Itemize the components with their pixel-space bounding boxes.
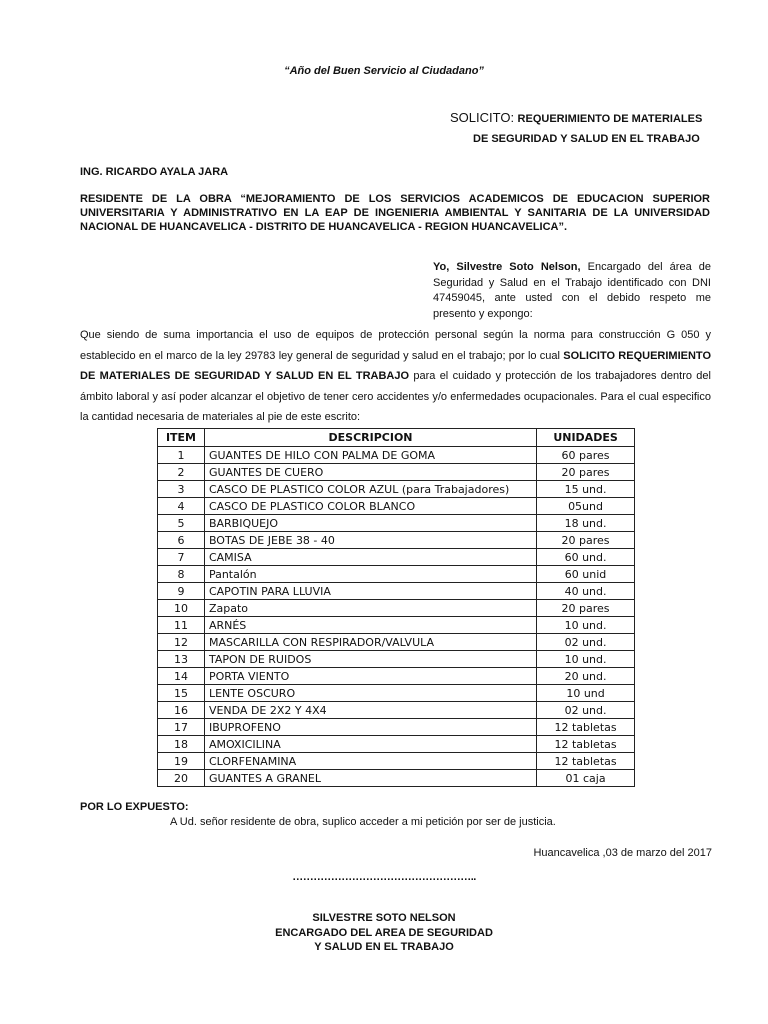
units-cell: 15 und. [537, 481, 635, 498]
units-cell: 40 und. [537, 583, 635, 600]
item-cell: 3 [158, 481, 205, 498]
header-unidades: UNIDADES [537, 429, 635, 447]
signer-role-1: ENCARGADO DEL AREA DE SEGURIDAD [275, 926, 493, 939]
units-cell: 12 tabletas [537, 736, 635, 753]
description-cell: CAMISA [204, 549, 536, 566]
description-cell: CAPOTIN PARA LLUVIA [204, 583, 536, 600]
header-item: ITEM [158, 429, 205, 447]
table-row [158, 515, 635, 532]
units-cell: 20 und. [537, 668, 635, 685]
description-cell: GUANTES DE HILO CON PALMA DE GOMA [204, 447, 536, 464]
description-cell: Zapato [204, 600, 536, 617]
materials-table-body [158, 447, 635, 787]
table-row [158, 447, 635, 464]
table-row [158, 770, 635, 787]
closing-petition: A Ud. señor residente de obra, suplico acceder a mi petición por ser de justicia. [170, 816, 556, 828]
table-header-row [158, 429, 635, 447]
document-date: Huancavelica ,03 de marzo del 2017 [533, 847, 712, 859]
table-row [158, 685, 635, 702]
item-cell: 16 [158, 702, 205, 719]
request-paragraph [80, 325, 711, 428]
materials-table [157, 428, 635, 787]
item-cell: 2 [158, 464, 205, 481]
signer-name: SILVESTRE SOTO NELSON [312, 912, 456, 924]
request-text-bold: SOLICITO REQUERIMIENTO DE MATERIALES DE SEGURIDAD Y SALUD EN EL TRABAJO [80, 349, 712, 382]
table-row [158, 719, 635, 736]
units-cell: 02 und. [537, 702, 635, 719]
item-cell: 10 [158, 600, 205, 617]
units-cell: 12 tabletas [537, 719, 635, 736]
table-row [158, 753, 635, 770]
solicito-subject-2: DE SEGURIDAD Y SALUD EN EL TRABAJO [473, 133, 700, 145]
description-cell: CASCO DE PLASTICO COLOR BLANCO [204, 498, 536, 515]
description-cell: ARNÉS [204, 617, 536, 634]
description-cell: GUANTES A GRANEL [204, 770, 536, 787]
description-cell: AMOXICILINA [204, 736, 536, 753]
item-cell: 4 [158, 498, 205, 515]
sender-intro-text: Encargado del área de Seguridad y Salud en el Trabajo identificado con DNI 47459045, ante usted con el debido respeto me presento y expongo: [433, 261, 711, 320]
signature-block [0, 911, 768, 955]
units-cell: 60 unid [537, 566, 635, 583]
item-cell: 9 [158, 583, 205, 600]
description-cell: Pantalón [204, 566, 536, 583]
units-cell: 18 und. [537, 515, 635, 532]
description-cell: LENTE OSCURO [204, 685, 536, 702]
table-row [158, 634, 635, 651]
description-cell: CLORFENAMINA [204, 753, 536, 770]
units-cell: 05und [537, 498, 635, 515]
description-cell: VENDA DE 2X2 Y 4X4 [204, 702, 536, 719]
description-cell: IBUPROFENO [204, 719, 536, 736]
item-cell: 19 [158, 753, 205, 770]
units-cell: 60 pares [537, 447, 635, 464]
units-cell: 02 und. [537, 634, 635, 651]
table-row [158, 464, 635, 481]
item-cell: 15 [158, 685, 205, 702]
units-cell: 20 pares [537, 600, 635, 617]
description-cell: BOTAS DE JEBE 38 - 40 [204, 532, 536, 549]
item-cell: 11 [158, 617, 205, 634]
document-motto: “Año del Buen Servicio al Ciudadano” [284, 65, 484, 77]
table-row [158, 668, 635, 685]
table-row [158, 600, 635, 617]
units-cell: 10 und [537, 685, 635, 702]
description-cell: TAPON DE RUIDOS [204, 651, 536, 668]
item-cell: 20 [158, 770, 205, 787]
item-cell: 17 [158, 719, 205, 736]
table-row [158, 617, 635, 634]
request-text-2: para el cuidado y protección de los trabajadores dentro del ámbito laboral y así poder alcanzar el objetivo de tener cero accidentes y/o enfermedades ocupacionales. Para el cual especifico la cantidad necesaria de materiales al pie de este escrito: [80, 370, 711, 423]
item-cell: 8 [158, 566, 205, 583]
solicito-subject-1: REQUERIMIENTO DE MATERIALES [517, 113, 703, 125]
recipient-name: ING. RICARDO AYALA JARA [80, 166, 229, 178]
request-text-1: Que siendo de suma importancia el uso de equipos de protección personal según la norma para construcción G 050 y establecido en el marco de la ley 29783 ley general de seguridad y salud en el trabajo; por lo cual [80, 329, 711, 362]
table-row [158, 702, 635, 719]
table-row [158, 583, 635, 600]
item-cell: 13 [158, 651, 205, 668]
closing-heading: POR LO EXPUESTO: [80, 801, 189, 813]
solicito-line-1 [450, 110, 702, 125]
description-cell: PORTA VIENTO [204, 668, 536, 685]
table-row [158, 566, 635, 583]
item-cell: 1 [158, 447, 205, 464]
units-cell: 20 pares [537, 532, 635, 549]
units-cell: 10 und. [537, 617, 635, 634]
units-cell: 10 und. [537, 651, 635, 668]
table-row [158, 498, 635, 515]
item-cell: 12 [158, 634, 205, 651]
description-cell: MASCARILLA CON RESPIRADOR/VALVULA [204, 634, 536, 651]
recipient-title: RESIDENTE DE LA OBRA “MEJORAMIENTO DE LOS SERVICIOS ACADEMICOS DE EDUCACION SUPERIOR UNIVERSITARIA Y ADMINISTRATIVO EN LA EAP DE INGENIERIA AMBIENTAL Y SANITARIA DE LA UNIVERSIDAD NACIONAL DE HUANCAVELICA - DISTRITO DE HUANCAVELICA - REGION HUANCAVELICA”. [80, 193, 710, 233]
description-cell: BARBIQUEJO [204, 515, 536, 532]
item-cell: 14 [158, 668, 205, 685]
description-cell: CASCO DE PLASTICO COLOR AZUL (para Trabajadores) [204, 481, 536, 498]
units-cell: 12 tabletas [537, 753, 635, 770]
sender-intro [433, 260, 711, 322]
item-cell: 7 [158, 549, 205, 566]
signature-line: …………………………………………….. [292, 871, 476, 883]
units-cell: 60 und. [537, 549, 635, 566]
table-row [158, 532, 635, 549]
table-row [158, 651, 635, 668]
solicito-keyword: SOLICITO: [450, 110, 515, 125]
sender-name: Yo, Silvestre Soto Nelson, [433, 261, 581, 273]
units-cell: 20 pares [537, 464, 635, 481]
description-cell: GUANTES DE CUERO [204, 464, 536, 481]
header-descripcion: DESCRIPCION [204, 429, 536, 447]
table-row [158, 549, 635, 566]
item-cell: 5 [158, 515, 205, 532]
item-cell: 6 [158, 532, 205, 549]
item-cell: 18 [158, 736, 205, 753]
units-cell: 01 caja [537, 770, 635, 787]
table-row [158, 736, 635, 753]
table-row [158, 481, 635, 498]
signer-role-2: Y SALUD EN EL TRABAJO [314, 941, 454, 953]
